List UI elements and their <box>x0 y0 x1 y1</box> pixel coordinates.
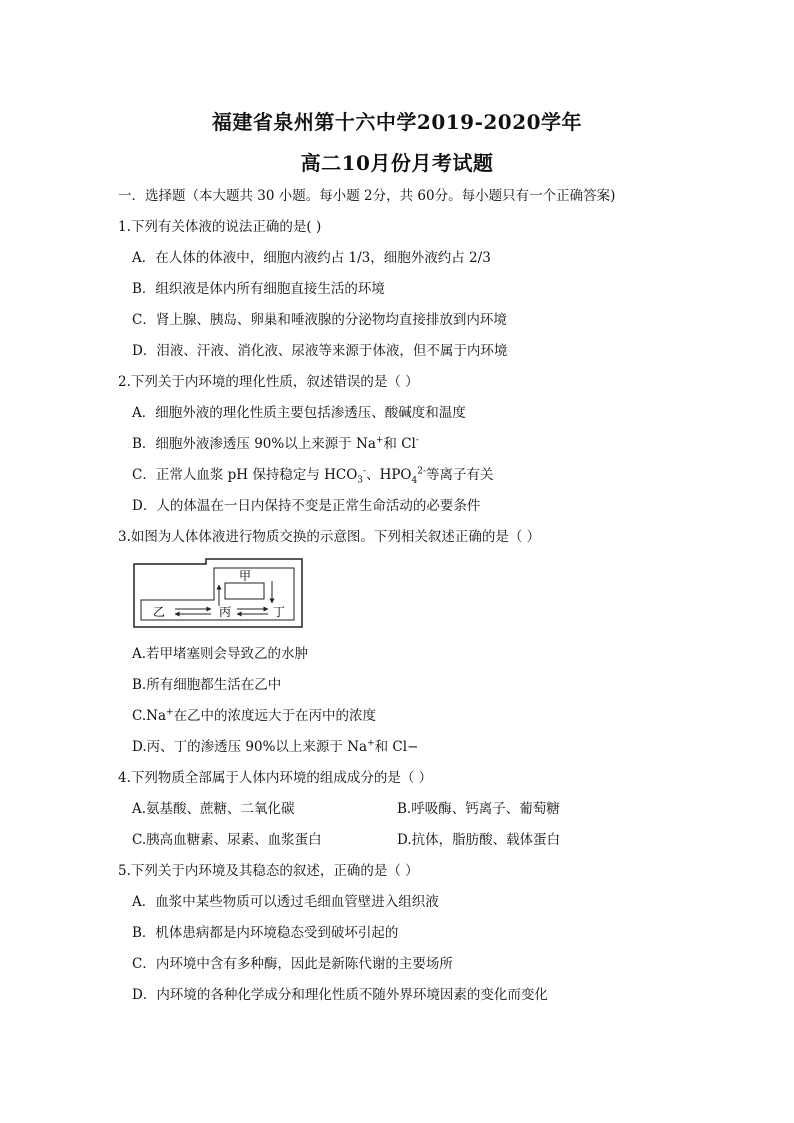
q5-option-b: B．机体患病都是内环境稳态受到破坏引起的 <box>132 925 399 941</box>
three-subscript: 3 <box>357 475 364 486</box>
q4-option-a: A.氨基酸、蔗糖、二氧化碳 <box>132 801 295 817</box>
minus-superscript: - <box>363 466 367 477</box>
q3-option-a: A.若甲堵塞则会导致乙的水肿 <box>132 646 309 662</box>
q1-option-d: D．泪液、汗液、消化液、尿液等来源于体液，但不属于内环境 <box>132 343 508 359</box>
q3-option-c-text-2: 在乙中的浓度远大于在丙中的浓度 <box>173 708 377 724</box>
q3-option-d <box>132 738 418 756</box>
q4-option-d: D.抗体，脂肪酸、载体蛋白 <box>397 832 561 848</box>
q2-stem: 2.下列关于内环境的理化性质，叙述错误的是（ ） <box>118 374 419 390</box>
q2-option-d: D．人的体温在一日内保持不变是正常生命活动的必要条件 <box>132 498 481 514</box>
q1-option-a: A．在人体的体液中，细胞内液约占 1/3，细胞外液约占 2/3 <box>132 250 491 266</box>
section-heading: 一．选择题（本大题共 30 小题。每小题 2分，共 60分。每小题只有一个正确答案) <box>118 188 616 204</box>
q3-option-d-text-2: 和 Cl− <box>374 739 419 755</box>
q5-option-c: C．内环境中含有多种酶，因此是新陈代谢的主要场所 <box>132 956 453 972</box>
q2-option-c-text-3: 等离子有关 <box>426 467 494 483</box>
q4-option-b: B.呼吸酶、钙离子、葡萄糖 <box>397 801 560 817</box>
minus-superscript: - <box>415 435 419 446</box>
q3-stem: 3.如图为人体体液进行物质交换的示意图。下列相关叙述正确的是（ ） <box>118 529 541 545</box>
q2-option-b-text-2: 和 Cl <box>383 436 416 452</box>
yi-label: 乙 <box>152 605 166 619</box>
two-minus-superscript: 2- <box>417 466 427 477</box>
exam-title-line2: 高二10月份月考试题 <box>300 151 494 175</box>
q2-option-c <box>132 466 494 484</box>
q2-option-c-text-2: 、HPO <box>366 467 412 483</box>
q2-option-c-text: C．正常人血浆 pH 保持稳定与 HCO <box>132 467 358 483</box>
four-subscript: 4 <box>411 475 418 486</box>
exam-title-line1: 福建省泉州第十六中学2019-2020学年 <box>211 110 583 134</box>
plus-superscript: + <box>375 435 384 446</box>
plus-superscript: + <box>367 738 375 749</box>
q4-option-c: C.胰高血糖素、尿素、血浆蛋白 <box>132 832 322 848</box>
q2-option-b-text: B．细胞外液渗透压 90%以上来源于 Na <box>132 436 376 452</box>
q5-option-d: D．内环境的各种化学成分和理化性质不随外界环境因素的变化而变化 <box>132 987 548 1003</box>
q3-option-b: B.所有细胞都生活在乙中 <box>132 677 282 693</box>
plus-superscript: + <box>166 707 174 718</box>
jia-label: 甲 <box>238 569 252 583</box>
q3-option-d-text: D.丙、丁的渗透压 90%以上来源于 Na <box>132 739 368 755</box>
ding-label: 丁 <box>272 605 286 619</box>
q1-option-c: C．肾上腺、胰岛、卵巢和唾液腺的分泌物均直接排放到内环境 <box>132 312 507 328</box>
q3-option-c-text: C.Na <box>132 708 167 724</box>
q5-stem: 5.下列关于内环境及其稳态的叙述，正确的是（ ） <box>118 863 419 879</box>
q1-option-b: B．组织液是体内所有细胞直接生活的环境 <box>132 281 385 297</box>
q3-option-c <box>132 707 376 725</box>
jia-box <box>225 583 264 599</box>
q4-stem: 4.下列物质全部属于人体内环境的组成成分的是（ ） <box>118 770 433 786</box>
bing-label: 丙 <box>218 605 232 619</box>
q1-stem: 1.下列有关体液的说法正确的是( ) <box>118 219 322 235</box>
q2-option-a: A．细胞外液的理化性质主要包括渗透压、酸碱度和温度 <box>132 405 466 421</box>
q5-option-a: A．血浆中某些物质可以透过毛细血管壁进入组织液 <box>132 894 439 910</box>
q2-option-b <box>132 435 419 453</box>
body-fluid-exchange-diagram <box>133 558 303 630</box>
